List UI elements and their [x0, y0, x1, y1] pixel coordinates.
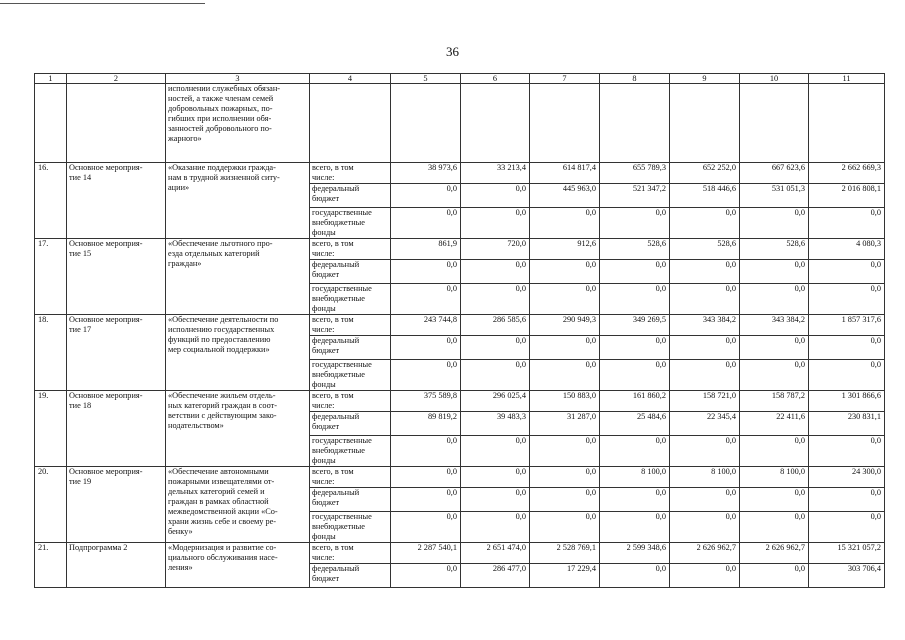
value-cell: 720,0: [461, 239, 530, 260]
table-row: [35, 391, 885, 412]
value-cell: 0,0: [391, 512, 461, 543]
value-cell: 0,0: [670, 260, 740, 284]
program-kind: Подпрограмма 2: [67, 543, 166, 588]
value-cell: 158 787,2: [740, 391, 809, 412]
funding-source: государственные внебюджетные фонды: [310, 512, 391, 543]
row-number: 18.: [35, 315, 67, 391]
funding-source: всего, в том числе:: [310, 467, 391, 488]
value-cell: 296 025,4: [461, 391, 530, 412]
value-cell: 8 100,0: [670, 467, 740, 488]
value-cell: 0,0: [600, 260, 670, 284]
value-cell: 15 321 057,2: [809, 543, 885, 564]
funding-source: всего, в том числе:: [310, 163, 391, 184]
value-cell: 286 477,0: [461, 564, 530, 588]
column-header: 4: [310, 74, 391, 84]
value-cell: 286 585,6: [461, 315, 530, 336]
column-header: 6: [461, 74, 530, 84]
value-cell: 1 857 317,6: [809, 315, 885, 336]
value-cell: 0,0: [670, 208, 740, 239]
column-header: 9: [670, 74, 740, 84]
value-cell: 0,0: [530, 436, 600, 467]
value-cell: 0,0: [670, 436, 740, 467]
value-cell: 230 831,1: [809, 412, 885, 436]
funding-source: федеральный бюджет: [310, 184, 391, 208]
value-cell: 0,0: [530, 488, 600, 512]
value-cell: 0,0: [740, 284, 809, 315]
value-cell: 158 721,0: [670, 391, 740, 412]
row-number: 16.: [35, 163, 67, 239]
row-number: 20.: [35, 467, 67, 543]
table-row: [35, 239, 885, 260]
funding-source: федеральный бюджет: [310, 412, 391, 436]
value-cell: 0,0: [391, 360, 461, 391]
value-cell: 33 213,4: [461, 163, 530, 184]
funding-source: федеральный бюджет: [310, 488, 391, 512]
row-number: 19.: [35, 391, 67, 467]
funding-source: государственные внебюджетные фонды: [310, 436, 391, 467]
column-header: 1: [35, 74, 67, 84]
value-cell: 8 100,0: [740, 467, 809, 488]
program-kind: Основное мероприя- тие 14: [67, 163, 166, 239]
column-header: 2: [67, 74, 166, 84]
value-cell: 0,0: [461, 436, 530, 467]
value-cell: 303 706,4: [809, 564, 885, 588]
program-name: «Оказание поддержки гражда- нам в трудной жизненной ситу- ации»: [166, 163, 310, 239]
header-row: [35, 74, 885, 84]
value-cell: 1 301 866,6: [809, 391, 885, 412]
value-cell: 0,0: [530, 284, 600, 315]
value-cell: 0,0: [600, 360, 670, 391]
value-cell: 0,0: [809, 512, 885, 543]
value-cell: 0,0: [670, 512, 740, 543]
column-header: 5: [391, 74, 461, 84]
value-cell: 0,0: [391, 467, 461, 488]
funding-source: федеральный бюджет: [310, 336, 391, 360]
program-kind: Основное мероприя- тие 18: [67, 391, 166, 467]
table-row: [35, 543, 885, 564]
budget-table: [34, 73, 885, 588]
program-name: «Обеспечение автономными пожарными извещателями от- дельных категорий семей и граждан в рамках областной межведомственной акции «Со- храни жизнь себе и своему ре- бенку»: [166, 467, 310, 543]
value-cell: 0,0: [461, 184, 530, 208]
value-cell: 0,0: [600, 436, 670, 467]
value-cell: 22 411,6: [740, 412, 809, 436]
row-number: 21.: [35, 543, 67, 588]
value-cell: 0,0: [809, 360, 885, 391]
value-cell: 349 269,5: [600, 315, 670, 336]
value-cell: 39 483,3: [461, 412, 530, 436]
value-cell: 24 300,0: [809, 467, 885, 488]
value-cell: 0,0: [530, 467, 600, 488]
value-cell: 2 599 348,6: [600, 543, 670, 564]
value-cell: 161 860,2: [600, 391, 670, 412]
value-cell: 343 384,2: [740, 315, 809, 336]
value-cell: 912,6: [530, 239, 600, 260]
value-cell: 0,0: [600, 488, 670, 512]
value-cell: 0,0: [740, 488, 809, 512]
page-number: 36: [446, 44, 459, 59]
value-cell: 521 347,2: [600, 184, 670, 208]
column-header: 8: [600, 74, 670, 84]
funding-source: всего, в том числе:: [310, 543, 391, 564]
top-rule: [0, 3, 205, 4]
value-cell: 0,0: [670, 564, 740, 588]
value-cell: 0,0: [740, 512, 809, 543]
value-cell: 0,0: [809, 260, 885, 284]
value-cell: 89 819,2: [391, 412, 461, 436]
value-cell: 667 623,6: [740, 163, 809, 184]
program-name: «Обеспечение льготного про- езда отдельных категорий граждан»: [166, 239, 310, 315]
funding-source: всего, в том числе:: [310, 239, 391, 260]
value-cell: 0,0: [461, 512, 530, 543]
value-cell: 531 051,3: [740, 184, 809, 208]
value-cell: 0,0: [530, 260, 600, 284]
funding-source: государственные внебюджетные фонды: [310, 284, 391, 315]
value-cell: 0,0: [461, 284, 530, 315]
value-cell: 4 080,3: [809, 239, 885, 260]
value-cell: 0,0: [809, 208, 885, 239]
program-kind: Основное мероприя- тие 15: [67, 239, 166, 315]
value-cell: 0,0: [600, 208, 670, 239]
funding-source: государственные внебюджетные фонды: [310, 208, 391, 239]
value-cell: 375 589,8: [391, 391, 461, 412]
value-cell: 2 528 769,1: [530, 543, 600, 564]
value-cell: 0,0: [391, 488, 461, 512]
value-cell: 0,0: [391, 260, 461, 284]
value-cell: 0,0: [391, 436, 461, 467]
value-cell: 0,0: [530, 336, 600, 360]
value-cell: 0,0: [809, 336, 885, 360]
continuation-text: исполнении служебных обязан- ностей, а также членам семей добровольных пожарных, по- гибших при исполнении обя- занностей добровольного по- жарного»: [166, 84, 310, 163]
value-cell: 445 963,0: [530, 184, 600, 208]
continuation-row: [35, 84, 885, 163]
value-cell: 0,0: [391, 336, 461, 360]
value-cell: 0,0: [461, 488, 530, 512]
funding-source: федеральный бюджет: [310, 564, 391, 588]
value-cell: 0,0: [530, 208, 600, 239]
value-cell: 0,0: [530, 512, 600, 543]
value-cell: 31 287,0: [530, 412, 600, 436]
value-cell: 8 100,0: [600, 467, 670, 488]
value-cell: 0,0: [461, 360, 530, 391]
value-cell: 0,0: [391, 184, 461, 208]
program-name: «Обеспечение деятельности по исполнению государственных функций по предоставлению мер социальной поддержки»: [166, 315, 310, 391]
value-cell: 0,0: [391, 208, 461, 239]
value-cell: 528,6: [600, 239, 670, 260]
value-cell: 861,9: [391, 239, 461, 260]
value-cell: 528,6: [670, 239, 740, 260]
value-cell: 243 744,8: [391, 315, 461, 336]
value-cell: 2 287 540,1: [391, 543, 461, 564]
column-header: 3: [166, 74, 310, 84]
value-cell: 0,0: [461, 467, 530, 488]
value-cell: 0,0: [600, 336, 670, 360]
value-cell: 0,0: [740, 260, 809, 284]
value-cell: 0,0: [740, 564, 809, 588]
table-row: [35, 467, 885, 488]
program-kind: Основное мероприя- тие 17: [67, 315, 166, 391]
value-cell: 0,0: [670, 336, 740, 360]
value-cell: 0,0: [740, 208, 809, 239]
value-cell: 0,0: [600, 564, 670, 588]
funding-source: всего, в том числе:: [310, 391, 391, 412]
value-cell: 0,0: [670, 488, 740, 512]
value-cell: 0,0: [809, 436, 885, 467]
value-cell: 0,0: [740, 336, 809, 360]
funding-source: государственные внебюджетные фонды: [310, 360, 391, 391]
value-cell: 2 662 669,3: [809, 163, 885, 184]
value-cell: 25 484,6: [600, 412, 670, 436]
table-row: [35, 315, 885, 336]
funding-source: всего, в том числе:: [310, 315, 391, 336]
value-cell: 2 651 474,0: [461, 543, 530, 564]
value-cell: 652 252,0: [670, 163, 740, 184]
value-cell: 343 384,2: [670, 315, 740, 336]
column-header: 7: [530, 74, 600, 84]
value-cell: 655 789,3: [600, 163, 670, 184]
program-name: «Обеспечение жильем отдель- ных категорий граждан в соот- ветствии с действующим зако- нодательством»: [166, 391, 310, 467]
value-cell: 0,0: [600, 284, 670, 315]
value-cell: 0,0: [670, 284, 740, 315]
value-cell: 150 883,0: [530, 391, 600, 412]
program-kind: Основное мероприя- тие 19: [67, 467, 166, 543]
value-cell: 2 626 962,7: [670, 543, 740, 564]
value-cell: 17 229,4: [530, 564, 600, 588]
value-cell: 0,0: [600, 512, 670, 543]
value-cell: 2 626 962,7: [740, 543, 809, 564]
value-cell: 0,0: [461, 208, 530, 239]
value-cell: 0,0: [809, 488, 885, 512]
value-cell: 38 973,6: [391, 163, 461, 184]
value-cell: 0,0: [740, 436, 809, 467]
value-cell: 2 016 808,1: [809, 184, 885, 208]
value-cell: 0,0: [461, 336, 530, 360]
column-header: 10: [740, 74, 809, 84]
column-header: 11: [809, 74, 885, 84]
row-number: 17.: [35, 239, 67, 315]
value-cell: 528,6: [740, 239, 809, 260]
value-cell: 0,0: [809, 284, 885, 315]
program-name: «Модернизация и развитие со- циального обслуживания насе- ления»: [166, 543, 310, 588]
value-cell: 0,0: [391, 564, 461, 588]
value-cell: 22 345,4: [670, 412, 740, 436]
value-cell: 0,0: [530, 360, 600, 391]
value-cell: 0,0: [670, 360, 740, 391]
funding-source: федеральный бюджет: [310, 260, 391, 284]
value-cell: 0,0: [740, 360, 809, 391]
value-cell: 0,0: [461, 260, 530, 284]
table-row: [35, 163, 885, 184]
value-cell: 0,0: [391, 284, 461, 315]
value-cell: 290 949,3: [530, 315, 600, 336]
value-cell: 614 817,4: [530, 163, 600, 184]
value-cell: 518 446,6: [670, 184, 740, 208]
